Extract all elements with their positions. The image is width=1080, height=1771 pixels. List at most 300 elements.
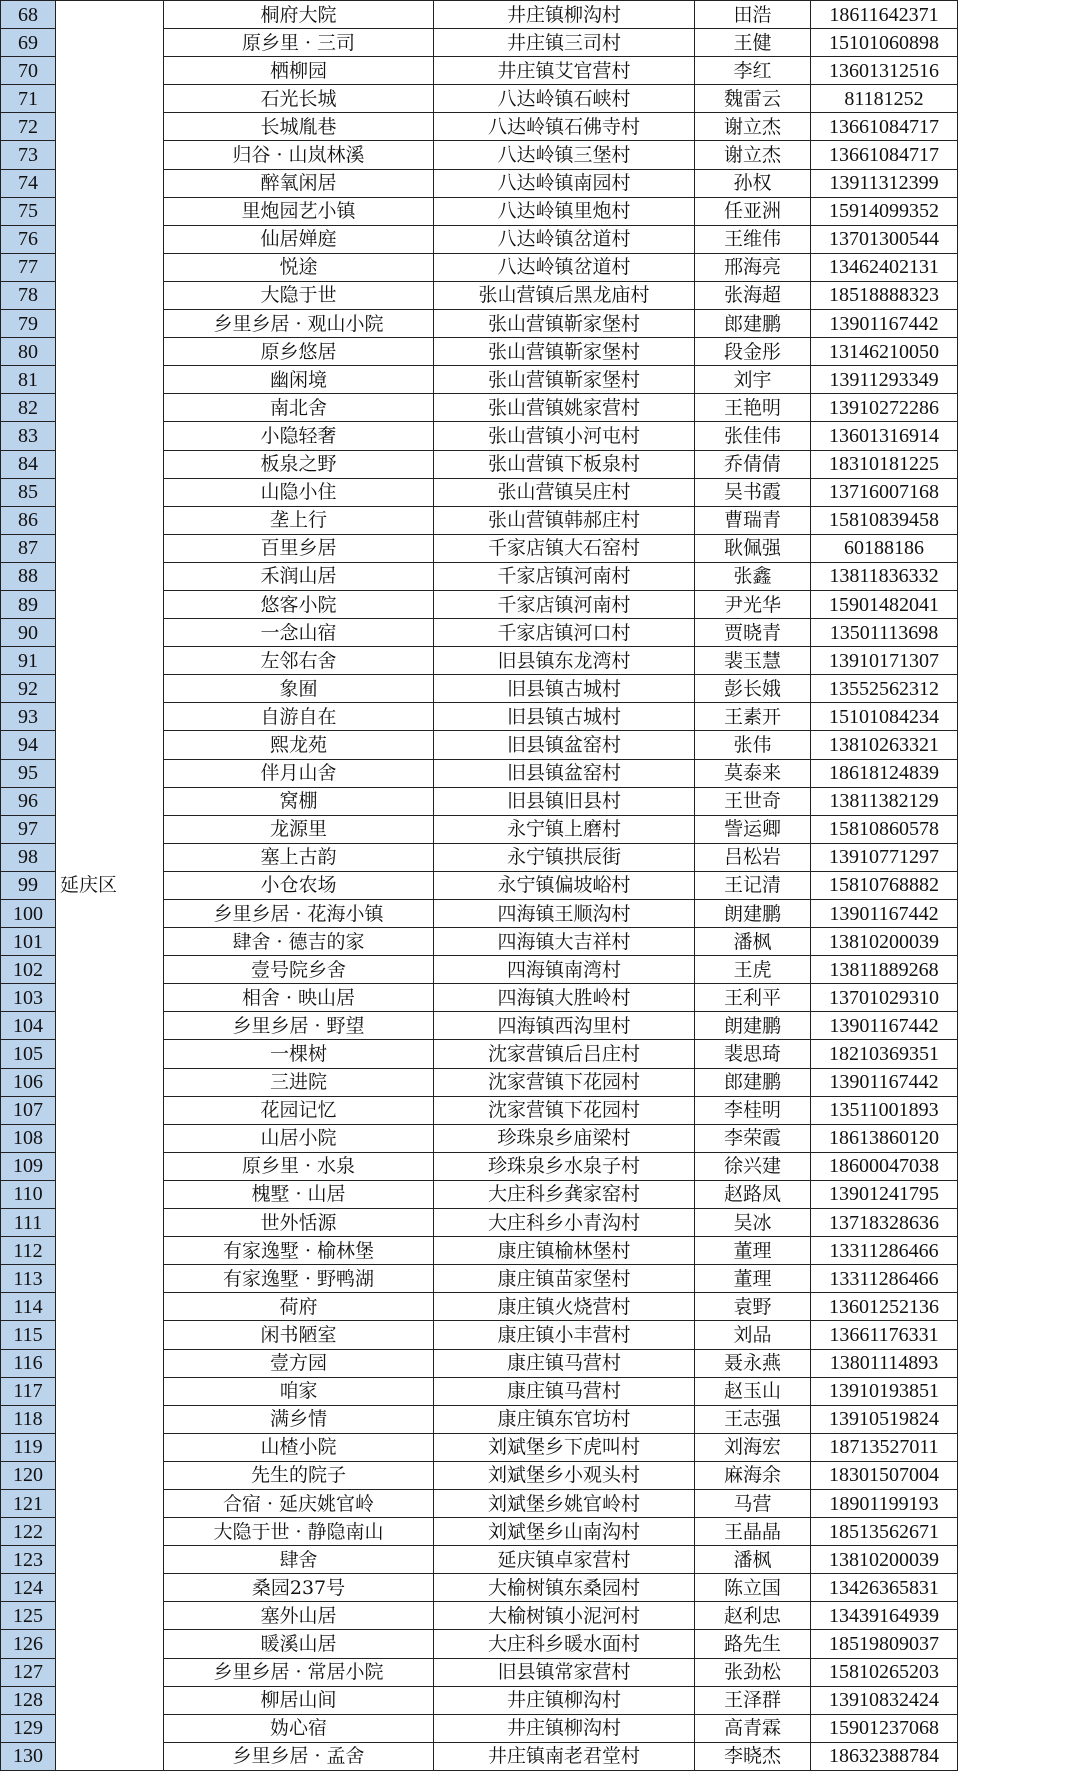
address-cell: 旧县镇古城村 bbox=[434, 675, 695, 703]
address-cell: 井庄镇三司村 bbox=[434, 29, 695, 57]
contact-person-cell: 张劲松 bbox=[695, 1658, 811, 1686]
row-number-cell: 130 bbox=[1, 1742, 56, 1770]
row-number-cell: 79 bbox=[1, 310, 56, 338]
address-cell: 大榆树镇小泥河村 bbox=[434, 1602, 695, 1630]
homestay-name-cell: 垄上行 bbox=[164, 506, 434, 534]
row-number-cell: 115 bbox=[1, 1321, 56, 1349]
row-number-cell: 100 bbox=[1, 900, 56, 928]
homestay-name-cell: 暖溪山居 bbox=[164, 1630, 434, 1658]
phone-cell: 13911312399 bbox=[811, 169, 958, 197]
address-cell: 旧县镇盆窑村 bbox=[434, 759, 695, 787]
address-cell: 千家店镇河南村 bbox=[434, 590, 695, 618]
row-number-cell: 106 bbox=[1, 1068, 56, 1096]
contact-person-cell: 魏雷云 bbox=[695, 85, 811, 113]
phone-cell: 15810265203 bbox=[811, 1658, 958, 1686]
phone-cell: 15810860578 bbox=[811, 815, 958, 843]
contact-person-cell: 王素开 bbox=[695, 703, 811, 731]
row-number-cell: 97 bbox=[1, 815, 56, 843]
phone-cell: 13901167442 bbox=[811, 1068, 958, 1096]
contact-person-cell: 张海超 bbox=[695, 281, 811, 309]
homestay-name-cell: 左邻右舍 bbox=[164, 647, 434, 675]
row-number-cell: 89 bbox=[1, 590, 56, 618]
homestay-name-cell: 塞上古韵 bbox=[164, 843, 434, 871]
phone-cell: 18301507004 bbox=[811, 1461, 958, 1489]
phone-cell: 13661176331 bbox=[811, 1321, 958, 1349]
phone-cell: 13901167442 bbox=[811, 1012, 958, 1040]
contact-person-cell: 路先生 bbox=[695, 1630, 811, 1658]
row-number-cell: 88 bbox=[1, 562, 56, 590]
phone-cell: 18632388784 bbox=[811, 1742, 958, 1770]
contact-person-cell: 董理 bbox=[695, 1265, 811, 1293]
row-number-cell: 111 bbox=[1, 1209, 56, 1237]
homestay-name-cell: 乡里乡居 · 常居小院 bbox=[164, 1658, 434, 1686]
phone-cell: 60188186 bbox=[811, 534, 958, 562]
row-number-cell: 99 bbox=[1, 871, 56, 899]
homestay-name-cell: 窝棚 bbox=[164, 787, 434, 815]
row-number-cell: 124 bbox=[1, 1574, 56, 1602]
contact-person-cell: 刘宇 bbox=[695, 366, 811, 394]
homestay-name-cell: 壹号院乡舍 bbox=[164, 956, 434, 984]
contact-person-cell: 王艳明 bbox=[695, 394, 811, 422]
address-cell: 井庄镇南老君堂村 bbox=[434, 1742, 695, 1770]
phone-cell: 13718328636 bbox=[811, 1209, 958, 1237]
phone-cell: 13910272286 bbox=[811, 394, 958, 422]
homestay-name-cell: 醉氧闲居 bbox=[164, 169, 434, 197]
address-cell: 康庄镇东官坊村 bbox=[434, 1405, 695, 1433]
phone-cell: 13146210050 bbox=[811, 338, 958, 366]
address-cell: 沈家营镇下花园村 bbox=[434, 1096, 695, 1124]
address-cell: 八达岭镇石佛寺村 bbox=[434, 113, 695, 141]
phone-cell: 18713527011 bbox=[811, 1433, 958, 1461]
homestay-name-cell: 乡里乡居 · 花海小镇 bbox=[164, 900, 434, 928]
row-number-cell: 126 bbox=[1, 1630, 56, 1658]
row-number-cell: 81 bbox=[1, 366, 56, 394]
phone-cell: 13701300544 bbox=[811, 225, 958, 253]
address-cell: 井庄镇艾官营村 bbox=[434, 57, 695, 85]
address-cell: 永宁镇偏坡峪村 bbox=[434, 871, 695, 899]
row-number-cell: 70 bbox=[1, 57, 56, 85]
contact-person-cell: 李桂明 bbox=[695, 1096, 811, 1124]
contact-person-cell: 谢立杰 bbox=[695, 141, 811, 169]
homestay-name-cell: 象囿 bbox=[164, 675, 434, 703]
phone-cell: 13901167442 bbox=[811, 310, 958, 338]
contact-person-cell: 王晶晶 bbox=[695, 1518, 811, 1546]
homestay-name-cell: 栖柳园 bbox=[164, 57, 434, 85]
phone-cell: 15810839458 bbox=[811, 506, 958, 534]
row-number-cell: 85 bbox=[1, 478, 56, 506]
phone-cell: 13716007168 bbox=[811, 478, 958, 506]
homestay-name-cell: 大隐于世 · 静隐南山 bbox=[164, 1518, 434, 1546]
homestay-name-cell: 仙居婵庭 bbox=[164, 225, 434, 253]
address-cell: 康庄镇马营村 bbox=[434, 1377, 695, 1405]
address-cell: 永宁镇上磨村 bbox=[434, 815, 695, 843]
phone-cell: 18600047038 bbox=[811, 1152, 958, 1180]
homestay-name-cell: 闲书陋室 bbox=[164, 1321, 434, 1349]
phone-cell: 13910832424 bbox=[811, 1686, 958, 1714]
row-number-cell: 75 bbox=[1, 197, 56, 225]
phone-cell: 13661084717 bbox=[811, 113, 958, 141]
contact-person-cell: 马营 bbox=[695, 1489, 811, 1517]
row-number-cell: 123 bbox=[1, 1546, 56, 1574]
homestay-name-cell: 石光长城 bbox=[164, 85, 434, 113]
contact-person-cell: 谢立杰 bbox=[695, 113, 811, 141]
contact-person-cell: 王志强 bbox=[695, 1405, 811, 1433]
contact-person-cell: 朗建鹏 bbox=[695, 900, 811, 928]
row-number-cell: 127 bbox=[1, 1658, 56, 1686]
homestay-name-cell: 有家逸墅 · 榆林堡 bbox=[164, 1237, 434, 1265]
row-number-cell: 96 bbox=[1, 787, 56, 815]
contact-person-cell: 刘海宏 bbox=[695, 1433, 811, 1461]
address-cell: 旧县镇旧县村 bbox=[434, 787, 695, 815]
contact-person-cell: 麻海余 bbox=[695, 1461, 811, 1489]
row-number-cell: 122 bbox=[1, 1518, 56, 1546]
address-cell: 井庄镇柳沟村 bbox=[434, 1686, 695, 1714]
contact-person-cell: 段金彤 bbox=[695, 338, 811, 366]
address-cell: 四海镇南湾村 bbox=[434, 956, 695, 984]
contact-person-cell: 吕松岩 bbox=[695, 843, 811, 871]
contact-person-cell: 彭长娥 bbox=[695, 675, 811, 703]
contact-person-cell: 潘枫 bbox=[695, 928, 811, 956]
address-cell: 八达岭镇南园村 bbox=[434, 169, 695, 197]
homestay-name-cell: 悠客小院 bbox=[164, 590, 434, 618]
contact-person-cell: 莫泰来 bbox=[695, 759, 811, 787]
contact-person-cell: 王世奇 bbox=[695, 787, 811, 815]
phone-cell: 13601252136 bbox=[811, 1293, 958, 1321]
address-cell: 刘斌堡乡小观头村 bbox=[434, 1461, 695, 1489]
phone-cell: 18613860120 bbox=[811, 1124, 958, 1152]
row-number-cell: 68 bbox=[1, 1, 56, 29]
row-number-cell: 114 bbox=[1, 1293, 56, 1321]
contact-person-cell: 王记清 bbox=[695, 871, 811, 899]
homestay-name-cell: 熙龙苑 bbox=[164, 731, 434, 759]
phone-cell: 13810200039 bbox=[811, 928, 958, 956]
row-number-cell: 87 bbox=[1, 534, 56, 562]
row-number-cell: 119 bbox=[1, 1433, 56, 1461]
row-number-cell: 107 bbox=[1, 1096, 56, 1124]
row-number-cell: 74 bbox=[1, 169, 56, 197]
address-cell: 延庆镇卓家营村 bbox=[434, 1546, 695, 1574]
row-number-cell: 76 bbox=[1, 225, 56, 253]
address-cell: 千家店镇河南村 bbox=[434, 562, 695, 590]
phone-cell: 13811889268 bbox=[811, 956, 958, 984]
phone-cell: 13910519824 bbox=[811, 1405, 958, 1433]
address-cell: 千家店镇大石窑村 bbox=[434, 534, 695, 562]
homestay-name-cell: 有家逸墅 · 野鸭湖 bbox=[164, 1265, 434, 1293]
address-cell: 旧县镇古城村 bbox=[434, 703, 695, 731]
homestay-name-cell: 长城胤巷 bbox=[164, 113, 434, 141]
homestay-name-cell: 乡里乡居 · 野望 bbox=[164, 1012, 434, 1040]
address-cell: 刘斌堡乡下虎叫村 bbox=[434, 1433, 695, 1461]
contact-person-cell: 王健 bbox=[695, 29, 811, 57]
homestay-name-cell: 咱家 bbox=[164, 1377, 434, 1405]
contact-person-cell: 赵路凤 bbox=[695, 1180, 811, 1208]
phone-cell: 13910771297 bbox=[811, 843, 958, 871]
homestay-name-cell: 原乡悠居 bbox=[164, 338, 434, 366]
homestay-name-cell: 山居小院 bbox=[164, 1124, 434, 1152]
contact-person-cell: 邢海亮 bbox=[695, 253, 811, 281]
address-cell: 八达岭镇岔道村 bbox=[434, 253, 695, 281]
contact-person-cell: 张伟 bbox=[695, 731, 811, 759]
row-number-cell: 121 bbox=[1, 1489, 56, 1517]
homestay-name-cell: 板泉之野 bbox=[164, 450, 434, 478]
homestay-name-cell: 自游自在 bbox=[164, 703, 434, 731]
address-cell: 旧县镇东龙湾村 bbox=[434, 647, 695, 675]
row-number-cell: 77 bbox=[1, 253, 56, 281]
address-cell: 旧县镇常家营村 bbox=[434, 1658, 695, 1686]
row-number-cell: 93 bbox=[1, 703, 56, 731]
row-number-cell: 128 bbox=[1, 1686, 56, 1714]
row-number-cell: 104 bbox=[1, 1012, 56, 1040]
homestay-name-cell: 小隐轻奢 bbox=[164, 422, 434, 450]
address-cell: 旧县镇盆窑村 bbox=[434, 731, 695, 759]
contact-person-cell: 訾运卿 bbox=[695, 815, 811, 843]
address-cell: 四海镇王顺沟村 bbox=[434, 900, 695, 928]
homestay-name-cell: 满乡情 bbox=[164, 1405, 434, 1433]
phone-cell: 13462402131 bbox=[811, 253, 958, 281]
address-cell: 大庄科乡小青沟村 bbox=[434, 1209, 695, 1237]
address-cell: 井庄镇柳沟村 bbox=[434, 1714, 695, 1742]
address-cell: 张山营镇靳家堡村 bbox=[434, 338, 695, 366]
address-cell: 张山营镇小河屯村 bbox=[434, 422, 695, 450]
phone-cell: 18310181225 bbox=[811, 450, 958, 478]
contact-person-cell: 李红 bbox=[695, 57, 811, 85]
contact-person-cell: 袁野 bbox=[695, 1293, 811, 1321]
phone-cell: 15901482041 bbox=[811, 590, 958, 618]
homestay-name-cell: 里炮园艺小镇 bbox=[164, 197, 434, 225]
address-cell: 珍珠泉乡庙梁村 bbox=[434, 1124, 695, 1152]
contact-person-cell: 裴玉慧 bbox=[695, 647, 811, 675]
contact-person-cell: 王利平 bbox=[695, 984, 811, 1012]
homestay-name-cell: 小仓农场 bbox=[164, 871, 434, 899]
row-number-cell: 118 bbox=[1, 1405, 56, 1433]
homestay-name-cell: 悦途 bbox=[164, 253, 434, 281]
homestay-name-cell: 山楂小院 bbox=[164, 1433, 434, 1461]
row-number-cell: 92 bbox=[1, 675, 56, 703]
row-number-cell: 101 bbox=[1, 928, 56, 956]
phone-cell: 13801114893 bbox=[811, 1349, 958, 1377]
row-number-cell: 94 bbox=[1, 731, 56, 759]
homestay-name-cell: 一棵树 bbox=[164, 1040, 434, 1068]
homestay-name-cell: 幽闲境 bbox=[164, 366, 434, 394]
contact-person-cell: 王泽群 bbox=[695, 1686, 811, 1714]
phone-cell: 13911293349 bbox=[811, 366, 958, 394]
contact-person-cell: 李荣霞 bbox=[695, 1124, 811, 1152]
phone-cell: 13810263321 bbox=[811, 731, 958, 759]
contact-person-cell: 吴冰 bbox=[695, 1209, 811, 1237]
phone-cell: 18519809037 bbox=[811, 1630, 958, 1658]
contact-person-cell: 郎建鹏 bbox=[695, 310, 811, 338]
row-number-cell: 83 bbox=[1, 422, 56, 450]
phone-cell: 15101084234 bbox=[811, 703, 958, 731]
row-number-cell: 102 bbox=[1, 956, 56, 984]
homestay-name-cell: 大隐于世 bbox=[164, 281, 434, 309]
contact-person-cell: 潘枫 bbox=[695, 1546, 811, 1574]
address-cell: 康庄镇火烧营村 bbox=[434, 1293, 695, 1321]
row-number-cell: 72 bbox=[1, 113, 56, 141]
row-number-cell: 112 bbox=[1, 1237, 56, 1265]
phone-cell: 15901237068 bbox=[811, 1714, 958, 1742]
row-number-cell: 105 bbox=[1, 1040, 56, 1068]
contact-person-cell: 裴思琦 bbox=[695, 1040, 811, 1068]
row-number-cell: 84 bbox=[1, 450, 56, 478]
homestay-name-cell: 合宿 · 延庆姚官岭 bbox=[164, 1489, 434, 1517]
contact-person-cell: 郎建鹏 bbox=[695, 1068, 811, 1096]
contact-person-cell: 王虎 bbox=[695, 956, 811, 984]
phone-cell: 13701029310 bbox=[811, 984, 958, 1012]
row-number-cell: 110 bbox=[1, 1180, 56, 1208]
phone-cell: 18518888323 bbox=[811, 281, 958, 309]
phone-cell: 13439164939 bbox=[811, 1602, 958, 1630]
phone-cell: 13601312516 bbox=[811, 57, 958, 85]
homestay-name-cell: 肆舍 bbox=[164, 1546, 434, 1574]
address-cell: 四海镇西沟里村 bbox=[434, 1012, 695, 1040]
table-row bbox=[1, 1, 958, 29]
address-cell: 张山营镇后黑龙庙村 bbox=[434, 281, 695, 309]
contact-person-cell: 田浩 bbox=[695, 1, 811, 29]
contact-person-cell: 董理 bbox=[695, 1237, 811, 1265]
phone-cell: 13910193851 bbox=[811, 1377, 958, 1405]
contact-person-cell: 贾晓青 bbox=[695, 619, 811, 647]
homestay-name-cell: 三进院 bbox=[164, 1068, 434, 1096]
address-cell: 康庄镇榆林堡村 bbox=[434, 1237, 695, 1265]
phone-cell: 13661084717 bbox=[811, 141, 958, 169]
phone-cell: 13810200039 bbox=[811, 1546, 958, 1574]
phone-cell: 18513562671 bbox=[811, 1518, 958, 1546]
address-cell: 刘斌堡乡山南沟村 bbox=[434, 1518, 695, 1546]
address-cell: 四海镇大胜岭村 bbox=[434, 984, 695, 1012]
homestay-name-cell: 原乡里 · 水泉 bbox=[164, 1152, 434, 1180]
homestay-name-cell: 一念山宿 bbox=[164, 619, 434, 647]
address-cell: 康庄镇苗家堡村 bbox=[434, 1265, 695, 1293]
address-cell: 四海镇大吉祥村 bbox=[434, 928, 695, 956]
address-cell: 康庄镇马营村 bbox=[434, 1349, 695, 1377]
homestay-name-cell: 桐府大院 bbox=[164, 1, 434, 29]
contact-person-cell: 张鑫 bbox=[695, 562, 811, 590]
address-cell: 张山营镇靳家堡村 bbox=[434, 310, 695, 338]
phone-cell: 18618124839 bbox=[811, 759, 958, 787]
row-number-cell: 90 bbox=[1, 619, 56, 647]
phone-cell: 13501113698 bbox=[811, 619, 958, 647]
address-cell: 八达岭镇石峡村 bbox=[434, 85, 695, 113]
phone-cell: 15914099352 bbox=[811, 197, 958, 225]
contact-person-cell: 尹光华 bbox=[695, 590, 811, 618]
contact-person-cell: 刘品 bbox=[695, 1321, 811, 1349]
homestay-name-cell: 壹方园 bbox=[164, 1349, 434, 1377]
homestay-name-cell: 百里乡居 bbox=[164, 534, 434, 562]
homestay-name-cell: 乡里乡居 · 观山小院 bbox=[164, 310, 434, 338]
phone-cell: 13311286466 bbox=[811, 1265, 958, 1293]
phone-cell: 13901241795 bbox=[811, 1180, 958, 1208]
homestay-name-cell: 花园记忆 bbox=[164, 1096, 434, 1124]
phone-cell: 13901167442 bbox=[811, 900, 958, 928]
phone-cell: 13552562312 bbox=[811, 675, 958, 703]
phone-cell: 18901199193 bbox=[811, 1489, 958, 1517]
address-cell: 张山营镇姚家营村 bbox=[434, 394, 695, 422]
row-number-cell: 116 bbox=[1, 1349, 56, 1377]
homestay-name-cell: 桑园237号 bbox=[164, 1574, 434, 1602]
address-cell: 八达岭镇里炮村 bbox=[434, 197, 695, 225]
address-cell: 沈家营镇下花园村 bbox=[434, 1068, 695, 1096]
homestay-name-cell: 荷府 bbox=[164, 1293, 434, 1321]
phone-cell: 13811382129 bbox=[811, 787, 958, 815]
contact-person-cell: 耿佩强 bbox=[695, 534, 811, 562]
contact-person-cell: 徐兴建 bbox=[695, 1152, 811, 1180]
homestay-name-cell: 禾润山居 bbox=[164, 562, 434, 590]
contact-person-cell: 朗建鹏 bbox=[695, 1012, 811, 1040]
contact-person-cell: 高青霖 bbox=[695, 1714, 811, 1742]
contact-person-cell: 孙权 bbox=[695, 169, 811, 197]
address-cell: 大庄科乡暖水面村 bbox=[434, 1630, 695, 1658]
row-number-cell: 109 bbox=[1, 1152, 56, 1180]
contact-person-cell: 李晓杰 bbox=[695, 1742, 811, 1770]
row-number-cell: 71 bbox=[1, 85, 56, 113]
homestay-name-cell: 南北舍 bbox=[164, 394, 434, 422]
address-cell: 八达岭镇岔道村 bbox=[434, 225, 695, 253]
address-cell: 康庄镇小丰营村 bbox=[434, 1321, 695, 1349]
phone-cell: 15101060898 bbox=[811, 29, 958, 57]
homestay-name-cell: 先生的院子 bbox=[164, 1461, 434, 1489]
phone-cell: 13601316914 bbox=[811, 422, 958, 450]
table-body bbox=[1, 1, 958, 1771]
homestay-name-cell: 相舍 · 映山居 bbox=[164, 984, 434, 1012]
row-number-cell: 108 bbox=[1, 1124, 56, 1152]
contact-person-cell: 乔倩倩 bbox=[695, 450, 811, 478]
row-number-cell: 113 bbox=[1, 1265, 56, 1293]
address-cell: 大庄科乡龚家窑村 bbox=[434, 1180, 695, 1208]
row-number-cell: 117 bbox=[1, 1377, 56, 1405]
contact-person-cell: 赵利忠 bbox=[695, 1602, 811, 1630]
phone-cell: 13311286466 bbox=[811, 1237, 958, 1265]
address-cell: 张山营镇下板泉村 bbox=[434, 450, 695, 478]
contact-person-cell: 张佳伟 bbox=[695, 422, 811, 450]
homestay-name-cell: 塞外山居 bbox=[164, 1602, 434, 1630]
row-number-cell: 73 bbox=[1, 141, 56, 169]
phone-cell: 13426365831 bbox=[811, 1574, 958, 1602]
phone-cell: 13511001893 bbox=[811, 1096, 958, 1124]
row-number-cell: 98 bbox=[1, 843, 56, 871]
homestay-name-cell: 山隐小住 bbox=[164, 478, 434, 506]
address-cell: 八达岭镇三堡村 bbox=[434, 141, 695, 169]
homestay-name-cell: 龙源里 bbox=[164, 815, 434, 843]
homestay-name-cell: 肆舍 · 德吉的家 bbox=[164, 928, 434, 956]
address-cell: 大榆树镇东桑园村 bbox=[434, 1574, 695, 1602]
contact-person-cell: 曹瑞青 bbox=[695, 506, 811, 534]
row-number-cell: 80 bbox=[1, 338, 56, 366]
homestay-name-cell: 柳居山间 bbox=[164, 1686, 434, 1714]
contact-person-cell: 聂永燕 bbox=[695, 1349, 811, 1377]
homestay-name-cell: 世外恬源 bbox=[164, 1209, 434, 1237]
homestay-name-cell: 槐墅 · 山居 bbox=[164, 1180, 434, 1208]
row-number-cell: 78 bbox=[1, 281, 56, 309]
homestay-name-cell: 乡里乡居 · 孟舍 bbox=[164, 1742, 434, 1770]
address-cell: 张山营镇吴庄村 bbox=[434, 478, 695, 506]
homestay-name-cell: 妫心宿 bbox=[164, 1714, 434, 1742]
row-number-cell: 120 bbox=[1, 1461, 56, 1489]
homestay-name-cell: 原乡里 · 三司 bbox=[164, 29, 434, 57]
address-cell: 永宁镇拱辰街 bbox=[434, 843, 695, 871]
address-cell: 张山营镇韩郝庄村 bbox=[434, 506, 695, 534]
contact-person-cell: 吴书霞 bbox=[695, 478, 811, 506]
address-cell: 珍珠泉乡水泉子村 bbox=[434, 1152, 695, 1180]
row-number-cell: 86 bbox=[1, 506, 56, 534]
row-number-cell: 91 bbox=[1, 647, 56, 675]
address-cell: 张山营镇靳家堡村 bbox=[434, 366, 695, 394]
homestay-name-cell: 归谷 · 山岚林溪 bbox=[164, 141, 434, 169]
contact-person-cell: 王维伟 bbox=[695, 225, 811, 253]
contact-person-cell: 任亚洲 bbox=[695, 197, 811, 225]
row-number-cell: 95 bbox=[1, 759, 56, 787]
address-cell: 千家店镇河口村 bbox=[434, 619, 695, 647]
